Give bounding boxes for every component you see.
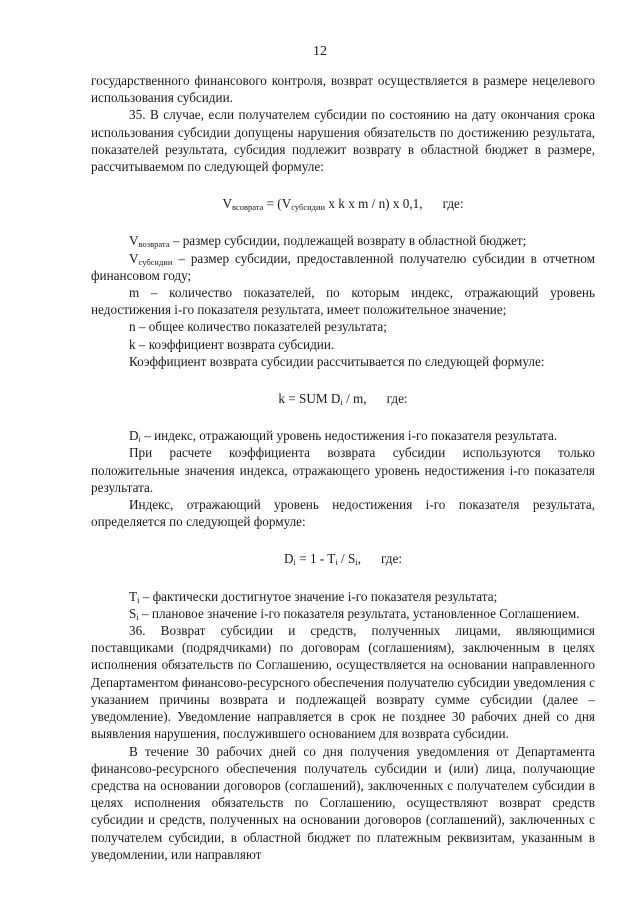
page-number: 12: [313, 44, 327, 59]
definition-d: [91, 427, 595, 444]
def-text: – размер субсидии, подлежащей возврату в областной бюджет;: [169, 233, 527, 249]
definition-s: [91, 605, 595, 622]
formula-part: ,: [357, 551, 361, 567]
paragraph-continuation: государственного финансового контроля, возврат осуществляется в размере нецелевого использования субсидии.: [91, 73, 595, 106]
paragraph-36: 36. Возврат субсидии и средств, полученных лицами, являющимися поставщиками (подрядчиками) по договорам (соглашениям), заключенным в целях исполнения обязательств по Соглашению, осуществляется на основании направленного Департаментом финансово-ресурсного обеспечения получателю субсидии уведомления с указанием причины возврата и подлежащей возврату сумме субсидии (далее – уведомление). Уведомление направляется в срок не позднее 30 рабочих дней со дня выявления нарушения, послужившего основанием для возврата субсидии.: [91, 623, 595, 742]
definition-v-return: [91, 232, 595, 249]
formula-part: / S: [337, 551, 356, 567]
def-text: – фактически достигнутое значение i-го показателя результата;: [139, 588, 498, 604]
definition-k: k – коэффициент возврата субсидии.: [129, 336, 335, 352]
definition-v-subsidy: [91, 250, 595, 284]
def-subscript: i: [137, 594, 140, 605]
def-symbol: V: [129, 233, 139, 249]
formula-part: D: [284, 551, 294, 567]
def-text: – плановое значение i-го показателя результата, установленное Соглашением.: [138, 605, 580, 621]
paragraph-index-intro: Индекс, отражающий уровень недостижения i-го показателя результата, определяется по следующей формуле:: [91, 497, 595, 530]
formula-k-right: / m,: [342, 391, 367, 407]
formula-subscript: i: [335, 557, 338, 568]
formula-v: V: [222, 196, 232, 212]
formula-where: где:: [381, 551, 402, 567]
def-subscript: возврата: [138, 239, 170, 250]
formula-v-return: [91, 195, 595, 212]
def-symbol: T: [129, 588, 138, 604]
def-text: – размер субсидии, предоставленной получателю субсидии в отчетном финансовом году;: [91, 250, 595, 283]
formula-open: = (V: [263, 196, 292, 212]
formula-where: где:: [386, 391, 408, 407]
formula-subscript: i: [293, 557, 296, 568]
def-subscript: i: [138, 434, 141, 445]
formula-k: [91, 390, 595, 407]
formula-v-subsidy-subscript: субсидии: [291, 202, 326, 213]
paragraph-35: 35. В случае, если получателем субсидии по состоянию на дату окончания срока использования субсидии допущены нарушения обязательств по достижению результата, показателей результата, субсидия подлежит возврату в областной бюджет в размере, рассчитываемом по следующей формуле:: [91, 107, 595, 175]
formula-rest: x k x m / n) x 0,1,: [325, 196, 423, 212]
definition-t: [91, 588, 595, 605]
formula-part: = 1 - T: [295, 551, 336, 567]
formula-k-subscript: i: [340, 397, 343, 408]
def-subscript: субсидии: [138, 256, 173, 267]
definition-m: m – количество показателей, по которым индекс, отражающий уровень недостижения i-го показателя результата, имеет положительное значение;: [91, 285, 595, 318]
k-formula-intro: Коэффициент возврата субсидии рассчитывается по следующей формуле:: [129, 353, 545, 369]
formula-subscript: i: [355, 557, 358, 568]
document-body: [91, 0, 595, 863]
def-symbol: V: [129, 250, 139, 266]
def-text: – индекс, отражающий уровень недостижения i-го показателя результата.: [140, 428, 558, 444]
def-symbol: S: [129, 605, 137, 621]
formula-k-left: k = SUM D: [278, 391, 341, 407]
def-subscript: i: [136, 611, 139, 622]
formula-d: [91, 550, 595, 567]
paragraph-30-days: В течение 30 рабочих дней со дня получения уведомления от Департамента финансово-ресурсного обеспечения получатель субсидии и (или) лица, получающие средства на основании договоров (соглашений), заключенных с получателем субсидии в целях исполнения обязательств по Соглашению, осуществляют возврат средств субсидии и средств, полученных на основании договоров (соглашений), заключенных с получателем субсидии, в областной бюджет по платежным реквизитам, указанным в уведомлении, или направляют: [91, 743, 595, 862]
paragraph-positive-values: При расчете коэффициента возврата субсидии используются только положительные значения индекса, отражающего уровень недостижения i-го показателя результата.: [91, 445, 595, 495]
definition-n: n – общее количество показателей результата;: [129, 319, 387, 335]
formula-where: где:: [442, 196, 464, 212]
def-symbol: D: [129, 428, 139, 444]
formula-v-subscript: всовратa: [231, 202, 264, 213]
